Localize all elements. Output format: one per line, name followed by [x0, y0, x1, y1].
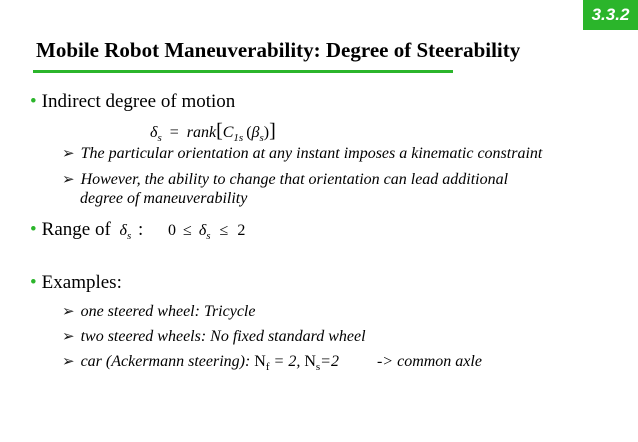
- arrow-bullet-icon: ➢: [62, 172, 75, 188]
- bullet-examples: • Examples:: [30, 272, 122, 293]
- sub-bullet-orientation: ➢ The particular orientation at any instant imposes a kinematic constraint: [62, 145, 543, 162]
- sub-bullet-ability: ➢ However, the ability to change that orientation can lead additional: [62, 171, 509, 188]
- formula-steerability: $\delta_s$ = $rank[C_{1s}$ $(\beta_s)$]: [150, 120, 276, 144]
- slide-title: Mobile Robot Maneuverability: Degree of Steerability: [36, 38, 521, 62]
- example-tricycle: ➢ one steered wheel: Tricycle: [62, 303, 256, 320]
- example-car: ➢ car (Ackermann steering): $N_f = 2$, $N_s=2$ -> common axle: [62, 353, 482, 373]
- bullet-range: • Range of $\delta_s$ : $0 \le \delta_s \le 2$: [30, 219, 246, 242]
- bullet-dot-icon: •: [30, 219, 37, 240]
- arrow-bullet-icon: ➢: [62, 329, 75, 345]
- bullet-dot-icon: •: [30, 91, 37, 112]
- slide-number-badge: 3.3.2: [583, 0, 638, 30]
- title-underline: [33, 70, 453, 73]
- arrow-bullet-icon: ➢: [62, 146, 75, 162]
- bullet-dot-icon: •: [30, 272, 37, 293]
- bullet-indirect: • Indirect degree of motion: [30, 91, 236, 112]
- sub-bullet-ability-cont: degree of maneuverability: [80, 190, 248, 207]
- example-two-steered: ➢ two steered wheels: No fixed standard wheel: [62, 328, 366, 345]
- arrow-bullet-icon: ➢: [62, 304, 75, 320]
- arrow-bullet-icon: ➢: [62, 354, 75, 370]
